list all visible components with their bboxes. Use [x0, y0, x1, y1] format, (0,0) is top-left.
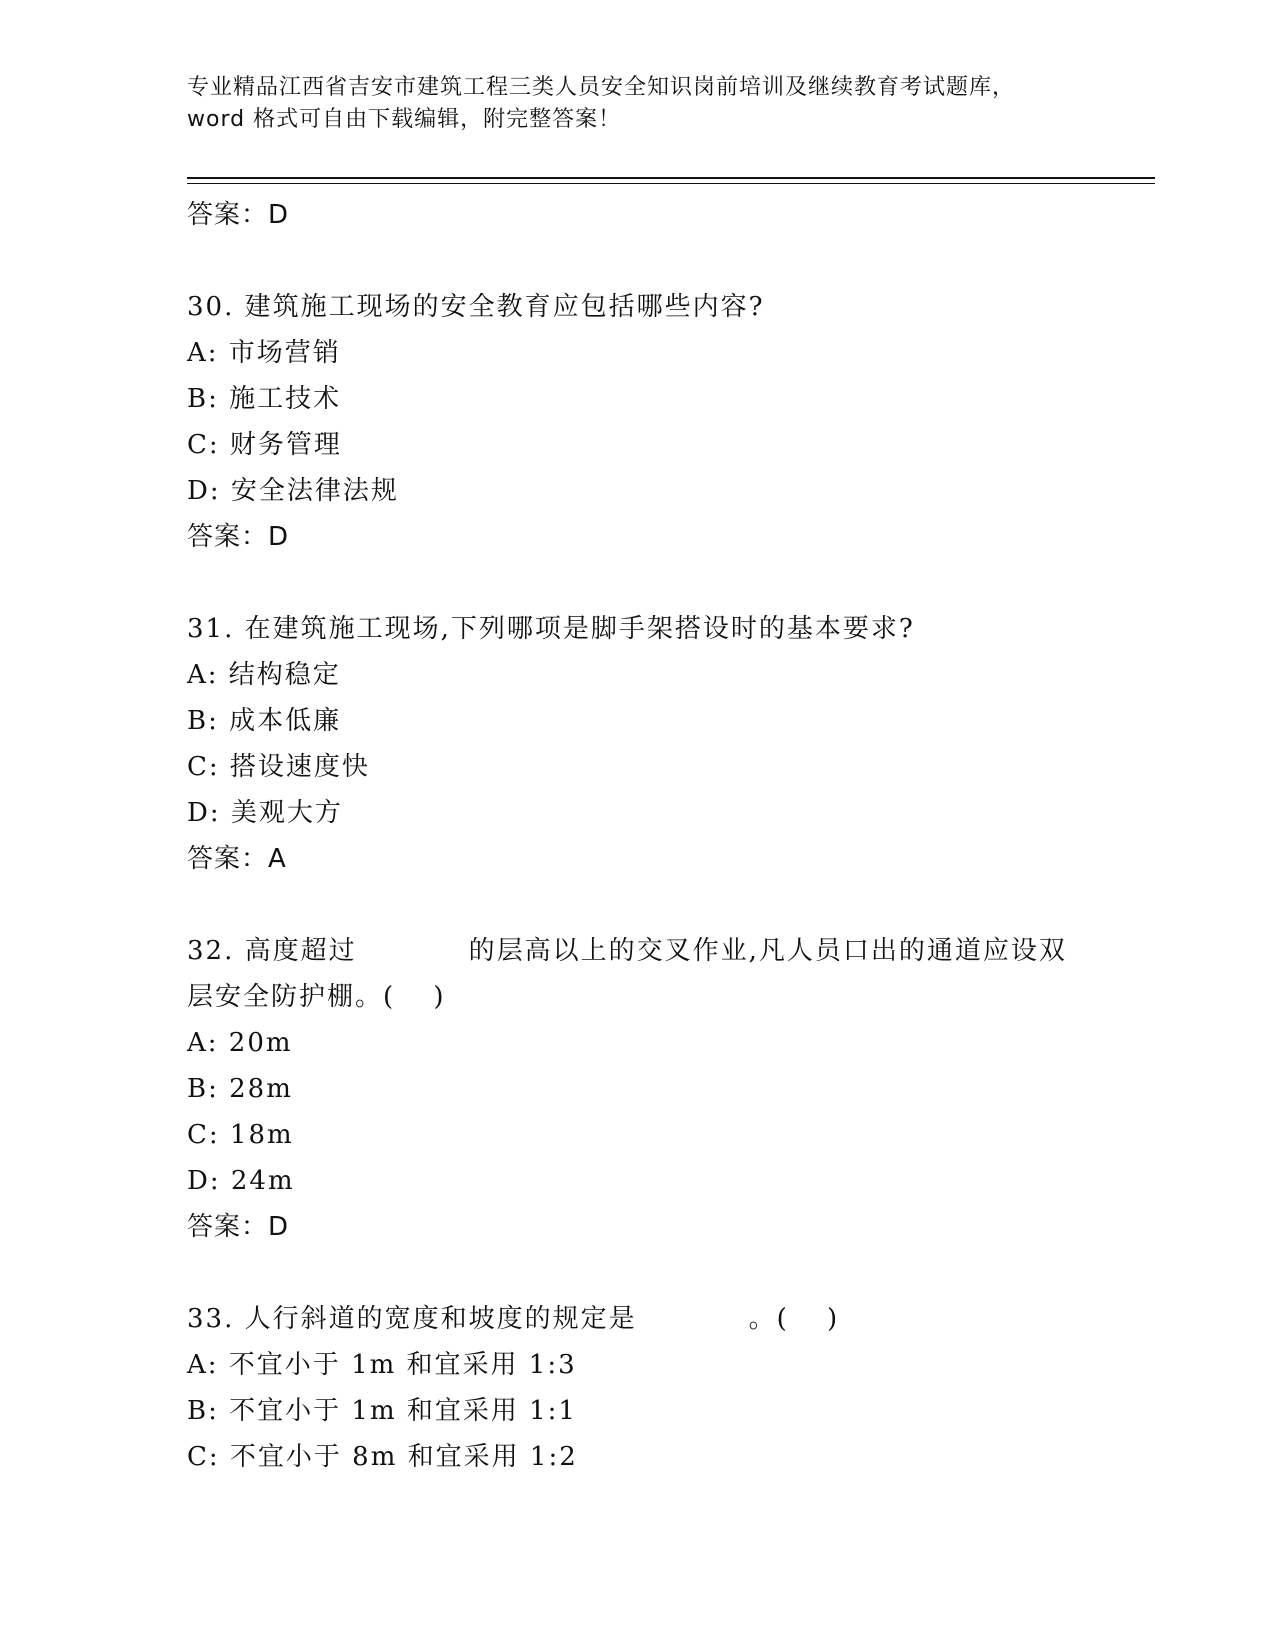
question-text-line-1: 32. 高度超过 的层高以上的交叉作业,凡人员口出的通道应设双 [187, 936, 1067, 966]
option-b: B: 28m [187, 1074, 293, 1104]
question-text: 30. 建筑施工现场的安全教育应包括哪些内容? [187, 292, 765, 322]
option-a: A: 市场营销 [187, 338, 341, 368]
question-text-line-2: 层安全防护棚。( ) [187, 982, 446, 1012]
spacer [187, 238, 1087, 284]
header-line-1: 专业精品江西省吉安市建筑工程三类人员安全知识岗前培训及继续教育考试题库， [187, 75, 1016, 100]
question-31 [187, 606, 1087, 882]
header-divider [187, 177, 1155, 179]
question-text: 33. 人行斜道的宽度和坡度的规定是 。( ) [187, 1304, 840, 1334]
header-line-2: word 格式可自由下载编辑，附完整答案！ [187, 107, 622, 132]
option-b: B: 不宜小于 1m 和宜采用 1:1 [187, 1396, 577, 1426]
document-header [187, 72, 1087, 136]
spacer [187, 560, 1087, 606]
answer-line: 答案：D [187, 522, 290, 552]
option-a: A: 20m [187, 1028, 293, 1058]
option-a: A: 结构稳定 [187, 660, 341, 690]
option-d: D: 美观大方 [187, 798, 343, 828]
spacer [187, 882, 1087, 928]
answer-line: 答案：A [187, 844, 287, 874]
question-text: 31. 在建筑施工现场,下列哪项是脚手架搭设时的基本要求? [187, 614, 915, 644]
questions-content [187, 192, 1087, 1480]
option-a: A: 不宜小于 1m 和宜采用 1:3 [187, 1350, 577, 1380]
question-33 [187, 1296, 1087, 1480]
option-c: C: 18m [187, 1120, 294, 1150]
option-c: C: 财务管理 [187, 430, 342, 460]
option-d: D: 24m [187, 1166, 295, 1196]
option-b: B: 施工技术 [187, 384, 342, 414]
question-32 [187, 928, 1087, 1250]
option-b: B: 成本低廉 [187, 706, 342, 736]
answer-line: 答案：D [187, 1212, 290, 1242]
option-c: C: 不宜小于 8m 和宜采用 1:2 [187, 1442, 578, 1472]
option-c: C: 搭设速度快 [187, 752, 370, 782]
spacer [187, 1250, 1087, 1296]
header-divider-thin [187, 183, 1155, 184]
answer-line: 答案：D [187, 200, 290, 230]
option-d: D: 安全法律法规 [187, 476, 399, 506]
question-30 [187, 284, 1087, 560]
